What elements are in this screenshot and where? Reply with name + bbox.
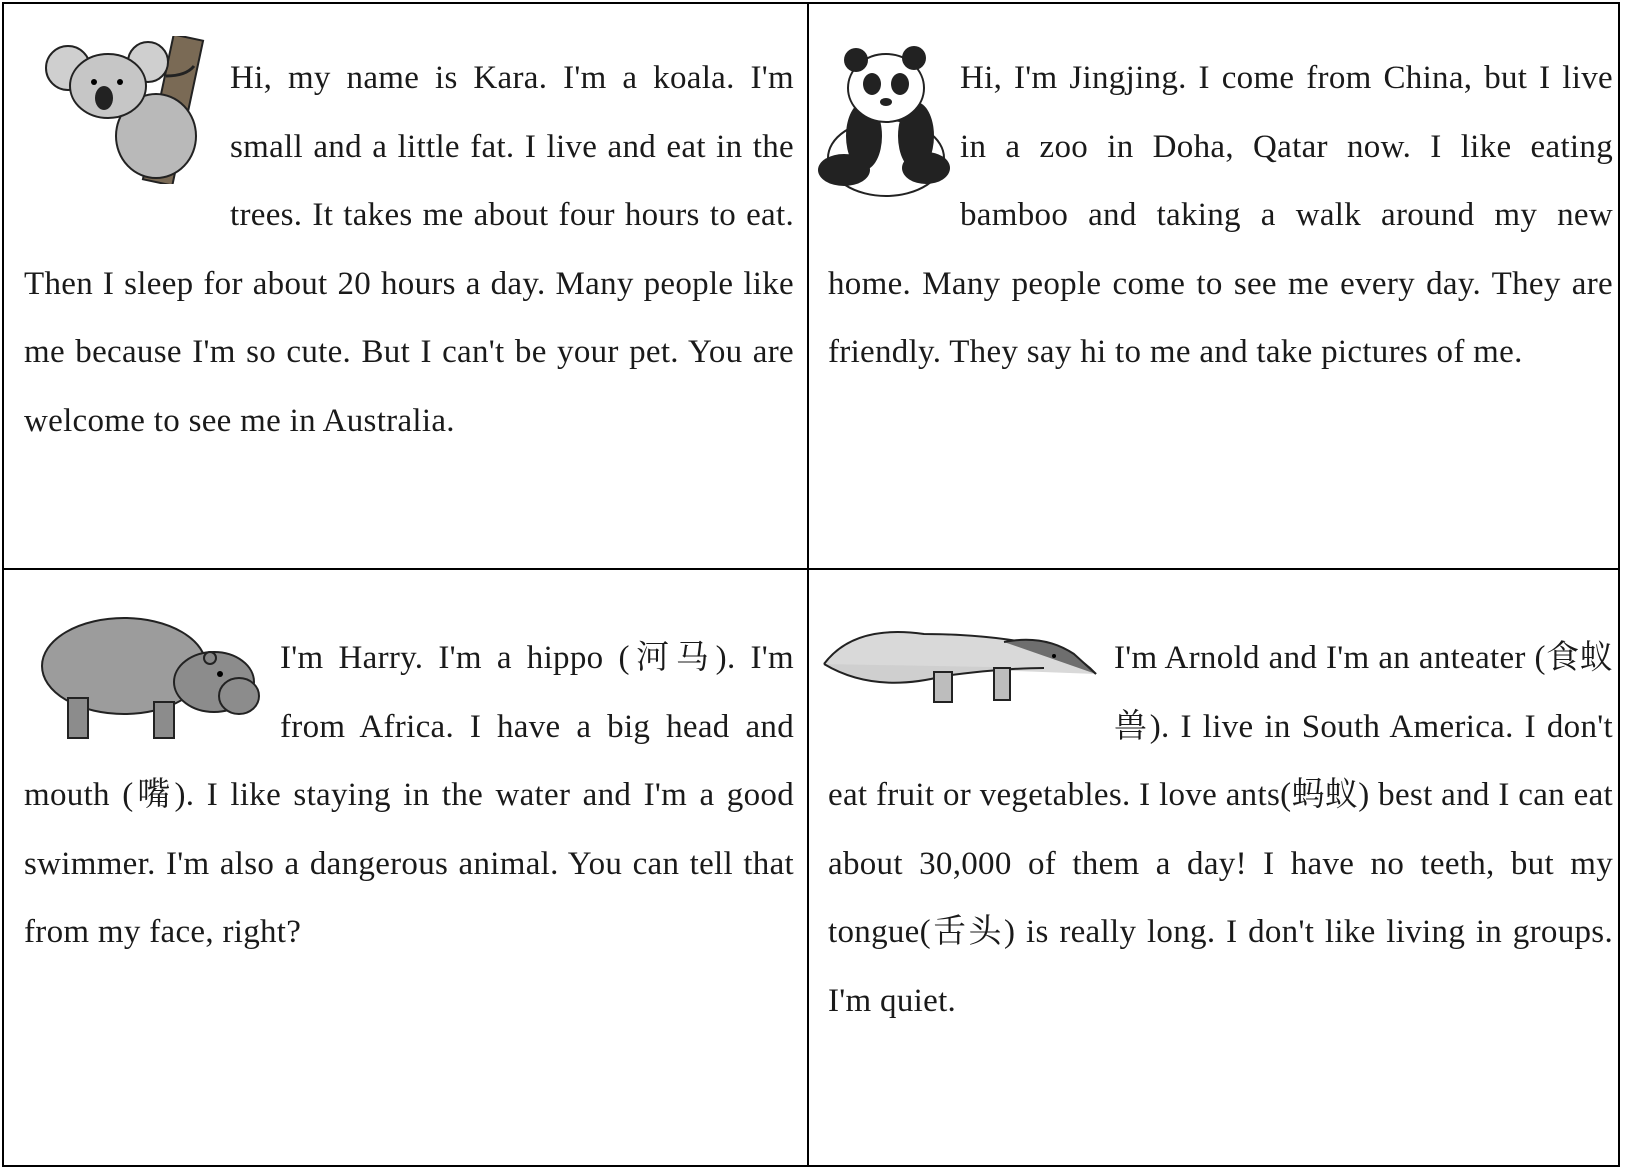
card-hippo xyxy=(24,624,794,967)
card-anteater xyxy=(828,624,1613,1035)
anteater-icon xyxy=(814,594,1104,714)
horizontal-divider xyxy=(4,568,1618,570)
vertical-divider xyxy=(807,4,809,1165)
card-panda xyxy=(828,44,1613,387)
hippo-icon xyxy=(34,594,264,744)
hippo-text: I'm Harry. I'm a hippo (河马). I'm from Africa. I have a big head and mouth (嘴). I like staying in the water and I'm a good swimmer. I'm also a dangerous animal. You can tell that from my face, right? xyxy=(24,640,794,950)
koala-text: Hi, my name is Kara. I'm a koala. I'm small and a little fat. I live and eat in the trees. It takes me about four hours to eat. Then I sleep for about 20 hours a day. Many people like me because I'm so cute. But I can't be your pet. You are welcome to see me in Australia. xyxy=(24,60,794,439)
koala-icon xyxy=(38,36,216,184)
panda-text: Hi, I'm Jingjing. I come from China, but I live in a zoo in Doha, Qatar now. I like eating bamboo and taking a walk around my new home. Many people come to see me every day. They are friendly. They say hi to me and take pictures of me. xyxy=(828,60,1613,370)
card-koala xyxy=(24,44,794,455)
reading-sheet xyxy=(2,2,1620,1167)
panda-icon xyxy=(814,40,954,200)
anteater-text: I'm Arnold and I'm an anteater (食蚁兽). I live in South America. I don't eat fruit or vegetables. I love ants(蚂蚁) best and I can eat about 30,000 of them a day! I have no teeth, but my tongue(舌头) is really long. I don't like living in groups. I'm quiet. xyxy=(828,640,1613,1019)
